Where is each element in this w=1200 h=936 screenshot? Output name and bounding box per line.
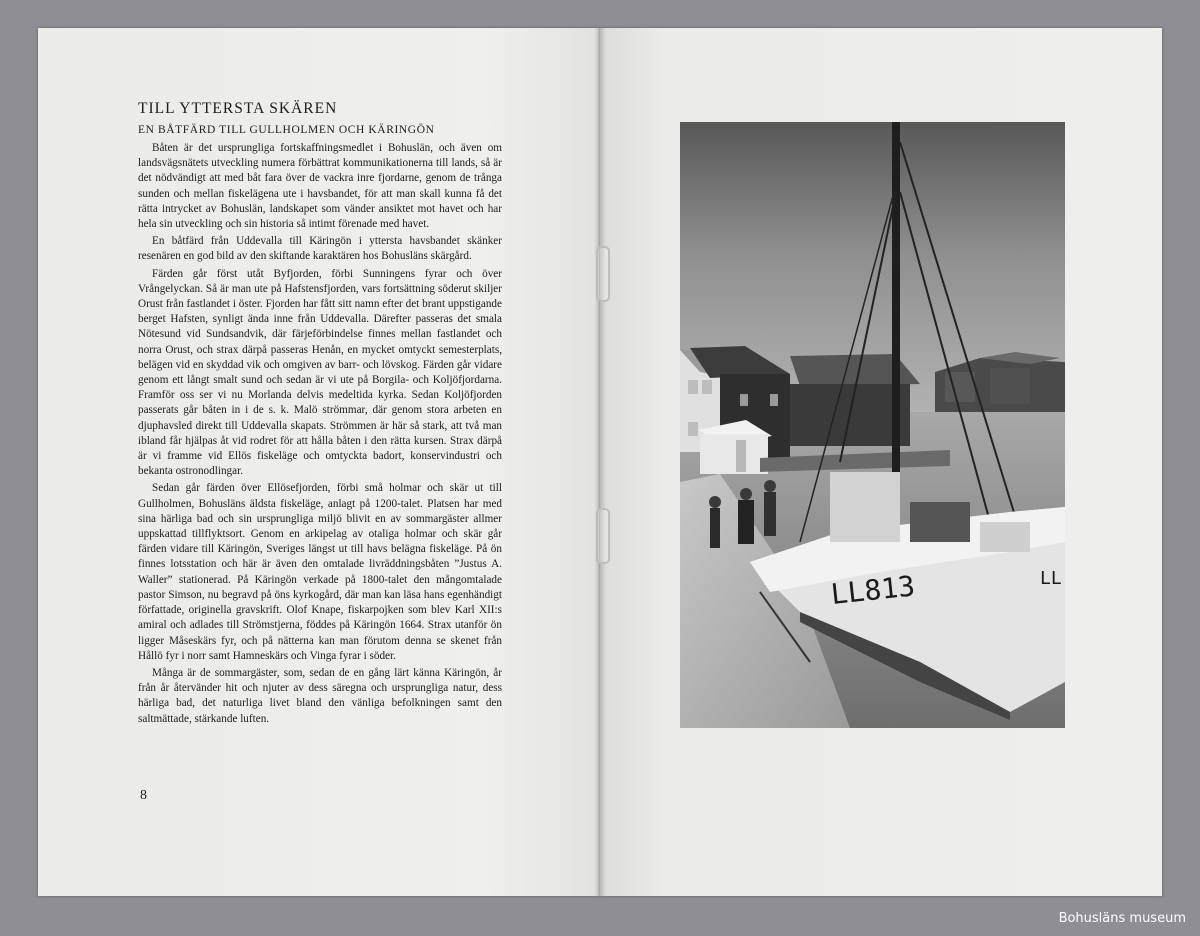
staple-top xyxy=(596,246,610,302)
book-gutter xyxy=(594,28,606,896)
bow-letters: LL xyxy=(1040,568,1062,589)
page-title: TILL YTTERSTA SKÄREN xyxy=(138,100,338,117)
staple-bottom xyxy=(596,508,610,564)
left-page xyxy=(38,28,600,896)
harbor-photo xyxy=(680,122,1065,728)
paragraph-2: En båtfärd från Uddevalla till Käringön i yttersta havsbandet skänker resenären en god bild av den skiftande karaktären hos Bohusläns skärgård. xyxy=(138,235,502,263)
paragraph-4: Sedan går färden över Ellösefjorden, förbi små holmar och skär ut till Gullholmen, Bohusläns äldsta fiskeläge, anlagt på 1200-talet. Platsen har med sina härliga bad och sin ursprungliga miljö blivit en av sommargäster allmer uppskattad tillflyktsort. Genom en arkipelag av otaliga holmar och skär går färden vidare till Käringön, Sveriges längst ut till havs belägna fiskeläge. På ön finnes lotsstation och här är även den omtalade livräddningsbåten ”Justus A. Waller” stationerad. På Käringön verkade på 1800-talet den mångomtalade pastor Simson, nu begravd på öns kyrkogård, där man kan läsa hans egenhändigt författade, originella gravskrift. Olof Knape, fiskarpojken som blev Karl XII:s amiral och adlades till Strömstjerna, föddes på Käringön 1664. Strax utanför ön ligger Måseskärs fyr, och på nätterna kan man förutom denna se skenet från Hållö fyr i norr samt Hamneskärs och Vinga fyrar i söder. xyxy=(138,482,502,662)
museum-watermark: Bohusläns museum xyxy=(1058,911,1186,926)
page-number: 8 xyxy=(140,788,147,803)
paragraph-3: Färden går först utåt Byfjorden, förbi Sunningens fyrar och över Vrångelyckan. Så är man ute på Hafstensfjorden, vars fortsättning söderut skiljer Orust från fastlandet i öster. Fjorden har fått sitt namn efter det brant uppstigande berget Hafsten, synligt ända inne från Uddevalla. Därefter passeras det smala Nötesund vid Sundsandvik, där färjeförbindelse finnes mellan fastlandet och norra Orust, och strax därpå passeras Henån, en mycket omtyckt semesterplats, belägen vid en skyddad vik och omgiven av barr- och lövskog. Färden går vidare genom ett långt smalt sund och sedan är vi ute på Borgila- och Koljöfjordarna. Framför oss ser vi nu Morlanda delvis medeltida kyrka. Sedan Koljöfjorden passerats går båten in i de s. k. Malö strömmar, där genom stora arbeten en djuphavsled direkt till Uddevalla skapats. Strömmen är här så stark, att två man ibland får hjälpas åt vid rodret för att hålla båten i den rätta kursen. Strax därpå är vi framme vid Ellös fiskeläge och omtyckta badort, konservindustri och bekanta ostronodlingar. xyxy=(138,267,502,478)
paragraph-5: Många är de sommargäster, som, sedan de en gång lärt känna Käringön, år från år återvänder hit och njuter av dess säregna och ursprungliga natur, dess härliga bad, det naturliga livet bland den vänliga befolkningen samt den saltmättade, stärkande luften. xyxy=(138,666,502,725)
boat-registration: LL813 xyxy=(829,569,917,611)
page-subtitle: EN BÅTFÄRD TILL GULLHOLMEN OCH KÄRINGÖN xyxy=(138,124,435,136)
text-column xyxy=(138,100,502,729)
harbor-photo-drawing xyxy=(680,122,1065,728)
paragraph-1: Båten är det ursprungliga fortskaffningsmedlet i Bohuslän, och även om landsvägsnätets utveckling numera förbättrat kommunikationerna till lands, så är det nödvändigt att med båt fara över de vackra inre fjordarne, genom de trånga sunden och mellan fiskelägena ute i havsbandet, för att man skall kunna få det rätta intrycket av Bohuslän, landskapet som vänder ansiktet mot havet och har hela sin utveckling och sin historia så intimt förenade med havet. xyxy=(138,142,502,231)
